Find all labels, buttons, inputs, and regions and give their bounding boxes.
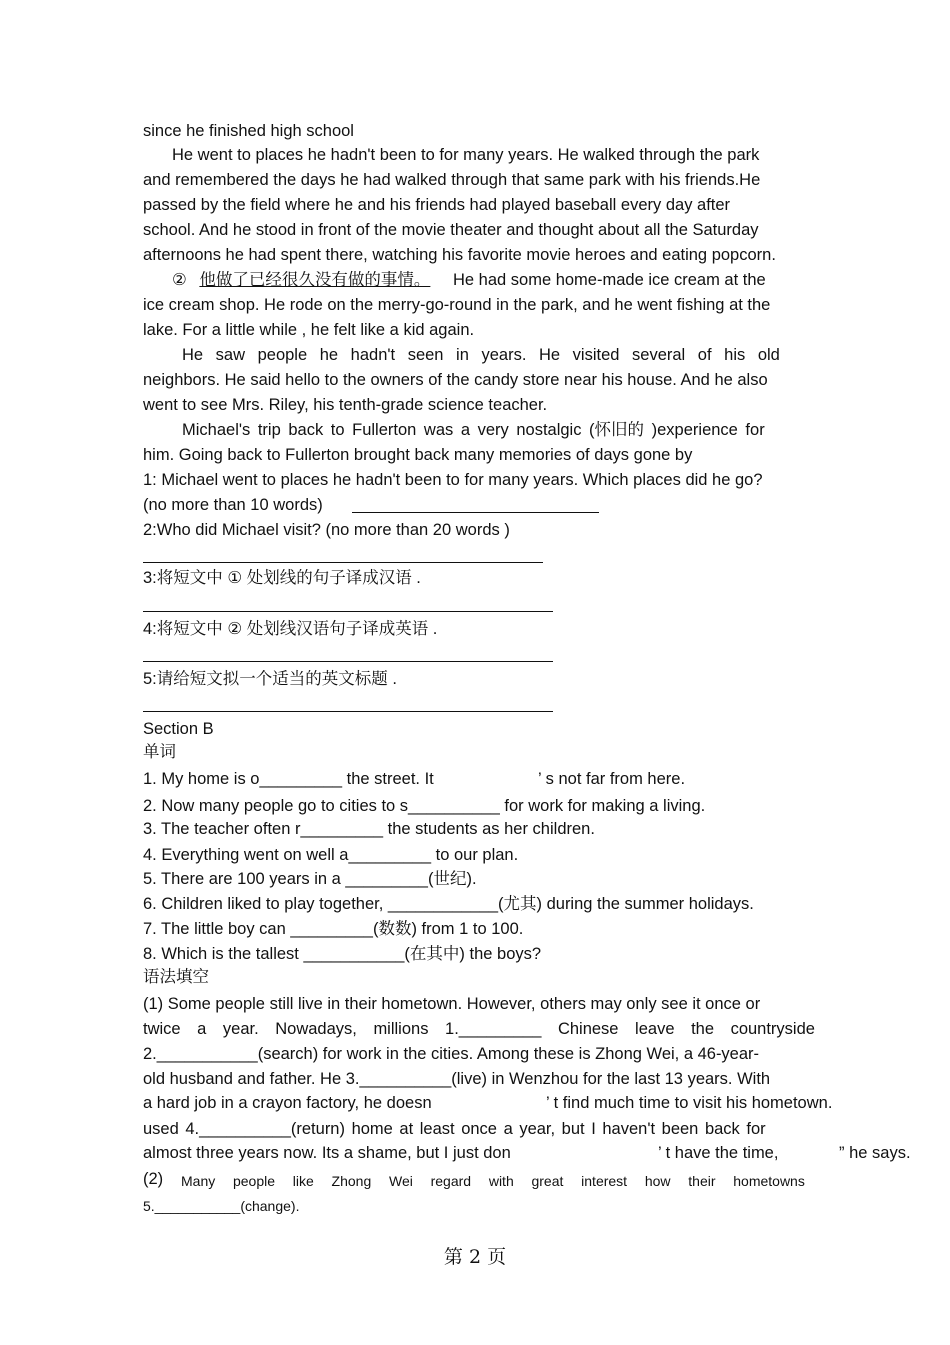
- word: Wei: [389, 1173, 413, 1189]
- word: their: [688, 1173, 716, 1189]
- passage-line: him. Going back to Fullerton brought back many memories of days gone by: [143, 446, 693, 464]
- answer-line-1: [352, 512, 599, 513]
- passage-line: He went to places he hadn't been to for many years. He walked through the park: [172, 146, 760, 164]
- passage-line: afternoons he had spent there, watching his favorite movie heroes and eating popcorn.: [143, 246, 776, 264]
- word: twice: [143, 1020, 181, 1038]
- word: like: [292, 1173, 314, 1189]
- question-1: 1: Michael went to places he hadn't been to for many years. Which places did he go?: [143, 471, 763, 489]
- grammar-line: used 4.__________(return) home at least once a year, but I haven't been back for: [143, 1120, 766, 1138]
- passage-line: and remembered the days he had walked through that same park with his friends.He: [143, 171, 761, 189]
- word: hometowns: [733, 1173, 805, 1189]
- grammar-text: ’ t have the time,: [658, 1144, 779, 1162]
- question-5: 5:请给短文拟一个适当的英文标题 .: [143, 670, 397, 688]
- passage-line: He saw people he hadn't seen in years. He visited several of his old: [182, 346, 780, 364]
- grammar-text: ’ t find much time to visit his hometown.: [546, 1094, 833, 1112]
- vocab-heading: 单词: [143, 743, 176, 761]
- word: millions: [373, 1020, 429, 1038]
- answer-line-4: [143, 661, 553, 662]
- vocab-item: 6. Children liked to play together, ____________(尤其) during the summer holidays.: [143, 895, 754, 913]
- answer-line-3: [143, 611, 553, 612]
- underlined-chinese-sentence: 他做了已经很久没有做的事情。: [199, 271, 431, 289]
- word: how: [644, 1173, 671, 1189]
- grammar-line: (1) Some people still live in their hometown. However, others may only see it once or: [143, 995, 761, 1013]
- vocab-item: 4. Everything went on well a_________ to our plan.: [143, 846, 519, 864]
- vocab-item-tail: ’ s not far from here.: [538, 770, 686, 788]
- grammar-text: a hard job in a crayon factory, he doesn: [143, 1094, 432, 1112]
- word: 1._________: [445, 1020, 542, 1038]
- word: a: [197, 1020, 207, 1038]
- passage-line: Michael's trip back to Fullerton was a very nostalgic (怀旧的 )experience for: [182, 421, 765, 439]
- word: regard: [430, 1173, 472, 1189]
- vocab-item: 5. There are 100 years in a _________(世纪).: [143, 870, 477, 888]
- word: great: [531, 1173, 564, 1189]
- word: year.: [222, 1020, 259, 1038]
- word: countryside: [730, 1020, 815, 1038]
- page-number: 第 2 页: [443, 1246, 507, 1268]
- word: leave: [635, 1020, 675, 1038]
- passage-line: since he finished high school: [143, 122, 354, 140]
- question-3: 3:将短文中 ① 处划线的句子译成汉语 .: [143, 569, 421, 587]
- question-2: 2:Who did Michael visit? (no more than 20 words ): [143, 521, 510, 539]
- answer-line-5: [143, 711, 553, 712]
- vocab-item: 8. Which is the tallest ___________(在其中) the boys?: [143, 945, 542, 963]
- word: Nowadays,: [275, 1020, 357, 1038]
- passage-line: school. And he stood in front of the movie theater and thought about all the Saturday: [143, 221, 759, 239]
- grammar-line: [143, 1143, 911, 1163]
- grammar-line: 5.___________(change).: [143, 1198, 300, 1214]
- grammar-heading: 语法填空: [143, 968, 209, 986]
- word: the: [691, 1020, 714, 1038]
- vocab-item: 7. The little boy can _________(数数) from 1 to 100.: [143, 920, 524, 938]
- grammar-text: ” he says.: [839, 1144, 911, 1162]
- grammar-text: almost three years now. Its a shame, but I just don: [143, 1144, 511, 1162]
- grammar-line: [143, 1093, 833, 1113]
- word: Many: [181, 1173, 216, 1189]
- question-4: 4:将短文中 ② 处划线汉语句子译成英语 .: [143, 620, 438, 638]
- word: people: [232, 1173, 276, 1189]
- passage-line: went to see Mrs. Riley, his tenth-grade science teacher.: [143, 396, 548, 414]
- passage-line: lake. For a little while , he felt like a kid again.: [143, 321, 475, 339]
- vocab-item-text: 1. My home is o_________ the street. It: [143, 770, 434, 788]
- vocab-item: 2. Now many people go to cities to s__________ for work for making a living.: [143, 797, 706, 815]
- grammar-line: [143, 1019, 815, 1039]
- vocab-item: 3. The teacher often r_________ the students as her children.: [143, 820, 595, 838]
- word: Chinese: [557, 1020, 619, 1038]
- word: with: [488, 1173, 514, 1189]
- section-title: Section B: [143, 720, 214, 738]
- passage-line-underlined-sentence: [172, 270, 766, 290]
- question-1-limit: (no more than 10 words): [143, 496, 323, 514]
- word: Zhong: [331, 1173, 372, 1189]
- word: interest: [581, 1173, 628, 1189]
- passage-line: passed by the field where he and his friends had played baseball every day after: [143, 196, 731, 214]
- grammar-line: 2.___________(search) for work in the cities. Among these is Zhong Wei, a 46-year-: [143, 1045, 760, 1063]
- paragraph-number: (2): [143, 1170, 164, 1188]
- vocab-item: [143, 769, 686, 789]
- passage-line: ice cream shop. He rode on the merry-go-round in the park, and he went fishing at the: [143, 296, 771, 314]
- passage-line-rest: He had some home-made ice cream at the: [452, 271, 766, 289]
- answer-line-2: [143, 562, 543, 563]
- passage-line: neighbors. He said hello to the owners of the candy store near his house. And he also: [143, 371, 768, 389]
- grammar-line: old husband and father. He 3.__________(live) in Wenzhou for the last 13 years. With: [143, 1070, 771, 1088]
- circled-marker: ②: [172, 271, 187, 289]
